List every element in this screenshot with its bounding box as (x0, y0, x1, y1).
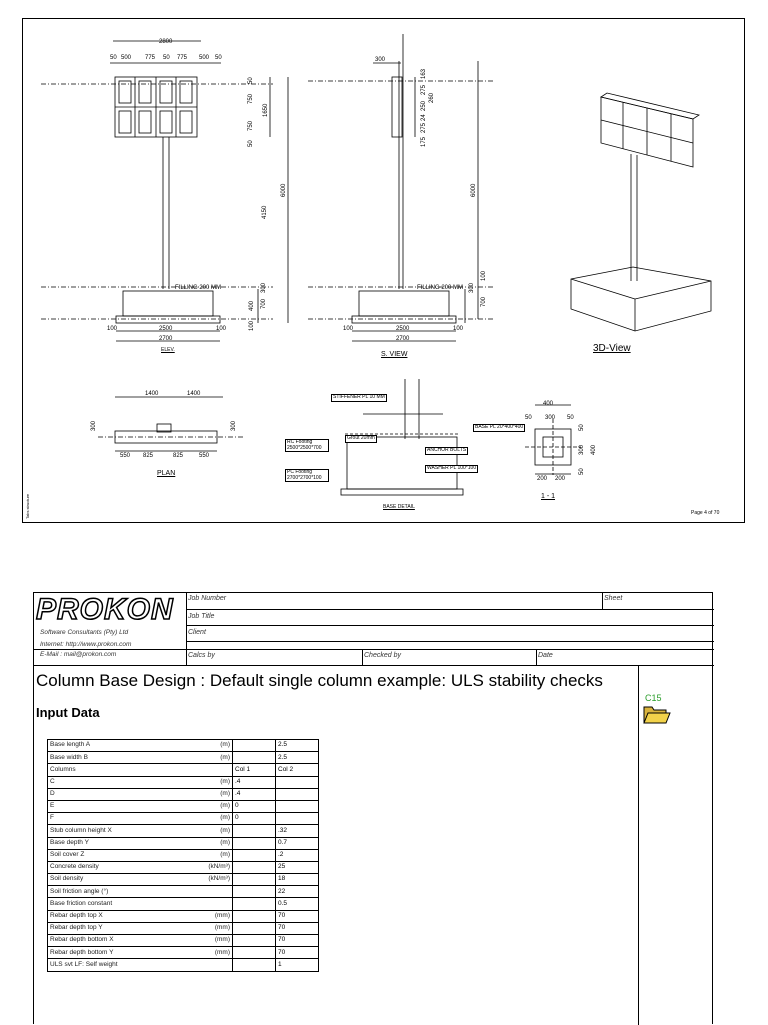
row-value[interactable]: 70 (276, 935, 319, 947)
row-label-text: Soil friction angle (°) (50, 887, 109, 895)
row-value[interactable]: 2.5 (276, 752, 319, 764)
client-label: Client (188, 629, 206, 636)
front-title: ELEV. (161, 347, 175, 353)
sheet-label: Sheet (604, 595, 623, 602)
front-dim-base-h: 100 (216, 326, 227, 332)
row-unit: (m) (220, 802, 230, 810)
row-label-text: Rebar depth bottom X (50, 936, 114, 944)
row-value[interactable] (276, 800, 319, 812)
row-value[interactable]: 22 (276, 886, 319, 898)
side-dim-base-h: 100 (343, 326, 354, 332)
table-row (48, 825, 319, 837)
checked-by-label: Checked by (364, 652, 401, 659)
drawing-linework (23, 19, 746, 524)
row-unit: (m) (220, 838, 230, 846)
side-dim-right: 275 (421, 84, 427, 95)
row-value[interactable]: 70 (276, 910, 319, 922)
front-dim-side: 50 (248, 77, 254, 84)
company-sub: Software Consultants (Pty) Ltd (40, 629, 129, 636)
row-unit: (mm) (214, 911, 230, 919)
section-dim-side: 300 (579, 444, 585, 455)
row-label (48, 886, 233, 898)
company-email: E-Mail : mail@prokon.com (40, 651, 117, 658)
front-dim-base-v: 700 (261, 298, 267, 309)
row-col1-value[interactable] (233, 959, 276, 971)
row-unit: (mm) (214, 948, 230, 956)
document-title: Column Base Design : Default single column example: ULS stability checks (36, 671, 603, 690)
row-label (48, 776, 233, 788)
row-label-text: ULS svt LF: Self weight (50, 960, 118, 968)
row-value[interactable]: Col 2 (276, 764, 319, 776)
row-value[interactable] (276, 776, 319, 788)
side-note: Tabs structure (25, 493, 30, 519)
table-row (48, 861, 319, 873)
row-col1-value[interactable] (233, 922, 276, 934)
plan-dim-bottom: 550 (120, 453, 131, 459)
row-label-text: D (50, 790, 55, 798)
row-col1-value[interactable] (233, 947, 276, 959)
table-row (48, 922, 319, 934)
table-row (48, 776, 319, 788)
section-dim-side: 50 (579, 468, 585, 475)
front-dim-base-h: 100 (107, 326, 118, 332)
row-unit: (kN/m³) (208, 875, 230, 883)
row-label (48, 740, 233, 752)
row-label (48, 910, 233, 922)
section-dim-top: 50 (525, 415, 532, 421)
drawing-sheet (22, 18, 745, 523)
front-dim-side: 50 (248, 140, 254, 147)
prokon-logo: PROKON (36, 593, 174, 626)
row-unit: (m) (220, 777, 230, 785)
plan-dim-bottom: 550 (199, 453, 210, 459)
front-dim-6000: 6000 (281, 183, 287, 197)
plan-dim-side: 300 (231, 420, 237, 431)
front-dim-4150: 4150 (262, 205, 268, 219)
note-washer: WASHER PL 100*100 (427, 465, 477, 471)
row-value[interactable]: 1 (276, 959, 319, 971)
row-value[interactable]: 70 (276, 947, 319, 959)
side-dim-base-v: 300 (469, 282, 475, 293)
row-unit: (mm) (214, 924, 230, 932)
row-label (48, 861, 233, 873)
row-value[interactable]: 0.5 (276, 898, 319, 910)
row-value[interactable]: .2 (276, 849, 319, 861)
row-label (48, 959, 233, 971)
row-label-text: F (50, 814, 54, 822)
row-value[interactable] (276, 788, 319, 800)
front-dim-base-v: 300 (261, 282, 267, 293)
note-rc-footing: RC Footing 2500*2500*700 (285, 439, 329, 452)
side-dim-right: 24 (421, 114, 427, 121)
front-dim-base-v: 100 (249, 320, 255, 331)
row-label (48, 837, 233, 849)
row-label-text: Base width B (50, 753, 88, 761)
side-dim-right: 163 (421, 68, 427, 79)
side-filling: FILLING 200 MM (417, 285, 464, 291)
front-dim-base-h: 2500 (159, 326, 173, 332)
row-unit: (m) (220, 814, 230, 822)
side-dim-base-v: 100 (481, 270, 487, 281)
side-dim-6000: 6000 (471, 183, 477, 197)
side-dim-base-v: 700 (481, 296, 487, 307)
row-col1-value[interactable] (233, 898, 276, 910)
front-dim-panel: 775 (145, 55, 156, 61)
row-label (48, 764, 233, 776)
row-label-text: Columns (50, 765, 76, 773)
row-value[interactable]: 18 (276, 874, 319, 886)
table-row (48, 752, 319, 764)
table-row (48, 886, 319, 898)
row-label (48, 922, 233, 934)
row-label (48, 849, 233, 861)
front-dim-side: 750 (248, 93, 254, 104)
front-dim-panel: 50 (163, 55, 170, 61)
section-dim-top: 50 (567, 415, 574, 421)
row-col1-value[interactable] (233, 837, 276, 849)
input-table (47, 739, 319, 972)
front-elevation (41, 41, 288, 341)
row-col1-value[interactable]: 0 (233, 800, 276, 812)
table-row (48, 947, 319, 959)
front-dim-panel: 775 (177, 55, 188, 61)
row-value[interactable]: 2.5 (276, 740, 319, 752)
front-dim-base-v: 400 (249, 300, 255, 311)
side-dim-right: 250 (421, 100, 427, 111)
row-unit: (mm) (214, 936, 230, 944)
table-row (48, 740, 319, 752)
plan-view (98, 397, 243, 451)
calcs-by-label: Calcs by (188, 652, 215, 659)
row-label-text: Stub column height X (50, 826, 112, 834)
note-pc-footing: PC Footing 2700*2700*100 (285, 469, 329, 482)
row-value[interactable] (276, 813, 319, 825)
date-label: Date (538, 652, 553, 659)
row-label-text: Rebar depth top Y (50, 924, 103, 932)
side-dim-right: 275 (421, 122, 427, 133)
row-label-text: E (50, 802, 55, 810)
view3d-title: 3D-View (593, 343, 631, 354)
row-col1-value[interactable] (233, 825, 276, 837)
note-grout: Grout 20mm (347, 435, 375, 441)
side-dim-top: 300 (375, 57, 386, 63)
row-label-text: Base length A (50, 741, 91, 749)
row-label (48, 898, 233, 910)
input-data-heading: Input Data (36, 705, 100, 720)
table-row (48, 959, 319, 971)
front-dim-2700: 2700 (159, 336, 173, 342)
calc-sheet (33, 592, 713, 1024)
row-unit: (m) (220, 753, 230, 761)
base-detail-title: BASE DETAIL (383, 504, 415, 510)
table-row (48, 849, 319, 861)
module-code: C15 (645, 693, 662, 703)
row-label-text: C (50, 777, 55, 785)
company-internet: Internet: http://www.prokon.com (40, 641, 132, 648)
row-col1-value[interactable] (233, 849, 276, 861)
plan-dim-bottom: 825 (173, 453, 184, 459)
front-dim-panel: 50 (215, 55, 222, 61)
note-base-pl: BASE PL 20*400*400 (475, 424, 524, 430)
row-label (48, 800, 233, 812)
section-dim-side: 50 (579, 424, 585, 431)
table-row (48, 874, 319, 886)
row-label-text: Concrete density (50, 863, 99, 871)
row-label (48, 935, 233, 947)
section-dim-bottom: 200 (555, 476, 566, 482)
row-unit: (m) (220, 790, 230, 798)
side-dim-base-h: 100 (453, 326, 464, 332)
page-number: Page 4 of 70 (691, 510, 720, 516)
row-col1-value[interactable] (233, 740, 276, 752)
section-dim-top: 300 (545, 415, 556, 421)
note-stiffener: STIFFENER PL 10 MM (333, 394, 385, 400)
table-row (48, 935, 319, 947)
table-row (48, 910, 319, 922)
row-label-text: Base depth Y (50, 838, 89, 846)
table-row (48, 813, 319, 825)
row-unit: (m) (220, 826, 230, 834)
row-label-text: Rebar depth bottom Y (50, 948, 114, 956)
table-row (48, 898, 319, 910)
plan-dim-side: 300 (91, 420, 97, 431)
row-label-text: Soil density (50, 875, 84, 883)
row-col1-value[interactable]: 0 (233, 813, 276, 825)
front-dim-panel: 500 (199, 55, 210, 61)
row-label (48, 825, 233, 837)
side-dim-right: 175 (421, 136, 427, 147)
row-label (48, 788, 233, 800)
job-number-label: Job Number (188, 595, 227, 602)
row-value[interactable]: 0.7 (276, 837, 319, 849)
row-label (48, 752, 233, 764)
row-value[interactable]: 70 (276, 922, 319, 934)
row-col1-value[interactable]: .4 (233, 788, 276, 800)
row-label (48, 947, 233, 959)
table-row (48, 764, 319, 776)
view-3d (571, 93, 711, 331)
row-col1-value[interactable] (233, 935, 276, 947)
row-label (48, 874, 233, 886)
row-unit: (kN/m³) (208, 863, 230, 871)
row-unit: (m) (220, 851, 230, 859)
section-dim-bottom: 200 (537, 476, 548, 482)
row-col1-value[interactable] (233, 752, 276, 764)
row-col1-value[interactable] (233, 874, 276, 886)
open-folder-icon[interactable] (642, 703, 672, 725)
side-dim-base-h: 2500 (396, 326, 410, 332)
section-dim-side: 400 (591, 444, 597, 455)
plan-dim-bottom: 825 (143, 453, 154, 459)
side-elevation (308, 34, 493, 341)
front-filling: FILLING 200 MM (175, 285, 222, 291)
row-col1-value[interactable]: Col 1 (233, 764, 276, 776)
front-dim-panel: 50 (110, 55, 117, 61)
section-title: 1 - 1 (541, 493, 556, 500)
front-dim-side: 750 (248, 120, 254, 131)
side-dim-2700: 2700 (396, 336, 410, 342)
row-value[interactable]: 25 (276, 861, 319, 873)
side-dim-right: 260 (429, 92, 435, 103)
row-unit: (m) (220, 741, 230, 749)
front-dim-top: 2800 (159, 39, 173, 45)
row-label-text: Base friction constant (50, 899, 113, 907)
table-row (48, 788, 319, 800)
front-dim-1650: 1650 (263, 103, 269, 117)
row-label (48, 813, 233, 825)
row-label-text: Soil cover Z (50, 851, 85, 859)
row-col1-value[interactable] (233, 886, 276, 898)
job-title-label: Job Title (188, 613, 215, 620)
side-title: S. VIEW (381, 351, 408, 358)
plan-title: PLAN (157, 470, 176, 477)
plan-dim-top: 1400 (145, 391, 159, 397)
front-dim-panel: 500 (121, 55, 132, 61)
row-col1-value[interactable]: .4 (233, 776, 276, 788)
table-row (48, 837, 319, 849)
row-col1-value[interactable] (233, 910, 276, 922)
row-col1-value[interactable] (233, 861, 276, 873)
plan-dim-top: 1400 (187, 391, 201, 397)
table-row (48, 800, 319, 812)
row-value[interactable]: .32 (276, 825, 319, 837)
row-label-text: Rebar depth top X (50, 911, 103, 919)
section-dim-top: 400 (543, 401, 554, 407)
note-anchor: ANCHOR BOLTS (427, 447, 467, 453)
